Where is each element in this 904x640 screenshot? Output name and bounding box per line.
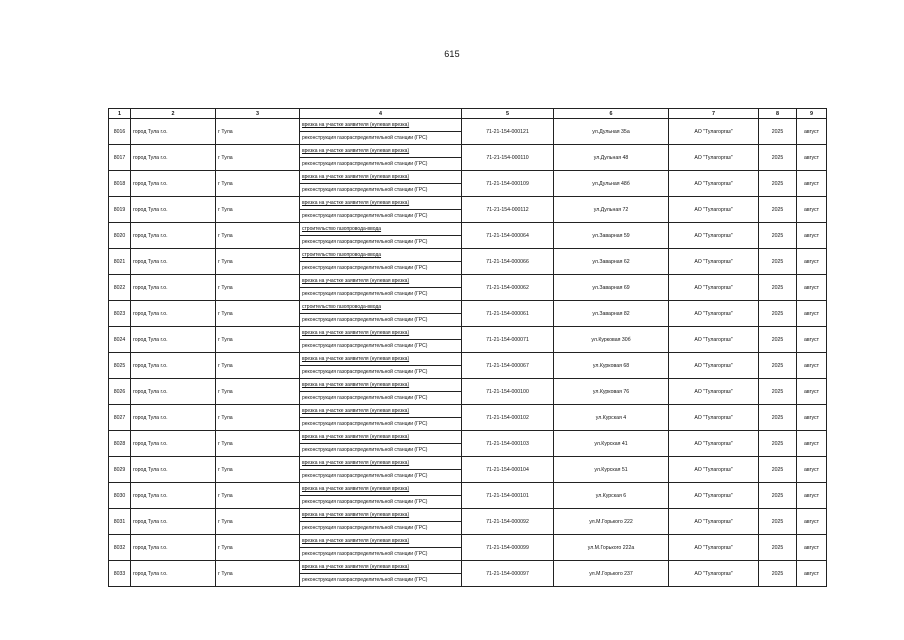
month-cell: август [797,483,827,509]
work-subtype-cell: реконструкция газораспределительной станции (ГРС) [300,210,462,223]
organization-cell: АО "Тулагоргаз" [669,249,759,275]
table-row [109,431,827,444]
year-cell: 2025 [759,431,797,457]
work-type-cell-text: строительство газопровода-ввода [302,226,382,232]
work-type-cell-text: строительство газопровода-ввода [302,304,382,310]
year-cell: 2025 [759,223,797,249]
table-row [109,561,827,574]
address-cell: ул.Курковая 76 [554,379,669,405]
object-code-cell: 71-21-154-000121 [462,119,554,145]
work-type-cell-text: врезка на участке заявителя (нулевая врезка) [302,564,410,570]
work-subtype-cell: реконструкция газораспределительной станции (ГРС) [300,522,462,535]
address-cell: ул.Дульная 35а [554,119,669,145]
address-cell: ул.М.Горького 222 [554,509,669,535]
work-subtype-cell: реконструкция газораспределительной станции (ГРС) [300,574,462,587]
month-cell: август [797,197,827,223]
table-row [109,509,827,522]
address-cell: ул.Курская 6 [554,483,669,509]
municipality-cell: город Тула г.о. [131,561,216,587]
municipality-cell: город Тула г.о. [131,249,216,275]
column-header-8: 8 [759,109,797,119]
row-number: 8021 [109,249,131,275]
organization-cell: АО "Тулагоргаз" [669,431,759,457]
organization-cell: АО "Тулагоргаз" [669,119,759,145]
work-subtype-cell: реконструкция газораспределительной станции (ГРС) [300,288,462,301]
table-body [109,119,827,587]
work-type-cell [300,509,462,522]
work-type-cell-text: врезка на участке заявителя (нулевая врезка) [302,460,410,466]
settlement-cell: г Тула [216,327,300,353]
object-code-cell: 71-21-154-000092 [462,509,554,535]
settlement-cell: г Тула [216,275,300,301]
municipality-cell: город Тула г.о. [131,535,216,561]
address-cell: ул.М.Горького 237 [554,561,669,587]
work-type-cell [300,249,462,262]
month-cell: август [797,145,827,171]
row-number: 8031 [109,509,131,535]
work-type-cell-text: врезка на участке заявителя (нулевая врезка) [302,356,410,362]
column-header-6: 6 [554,109,669,119]
row-number: 8024 [109,327,131,353]
header-row [109,109,827,119]
object-code-cell: 71-21-154-000103 [462,431,554,457]
work-subtype-cell: реконструкция газораспределительной станции (ГРС) [300,184,462,197]
work-type-cell-text: врезка на участке заявителя (нулевая врезка) [302,382,410,388]
work-type-cell [300,535,462,548]
work-type-cell [300,327,462,340]
settlement-cell: г Тула [216,197,300,223]
work-type-cell-text: врезка на участке заявителя (нулевая врезка) [302,434,410,440]
column-header-4: 4 [300,109,462,119]
row-number: 8020 [109,223,131,249]
municipality-cell: город Тула г.о. [131,327,216,353]
month-cell: август [797,379,827,405]
table-row [109,197,827,210]
month-cell: август [797,171,827,197]
month-cell: август [797,405,827,431]
column-header-7: 7 [669,109,759,119]
municipality-cell: город Тула г.о. [131,405,216,431]
work-subtype-cell: реконструкция газораспределительной станции (ГРС) [300,444,462,457]
address-cell: ул.Заварная 59 [554,223,669,249]
row-number: 8022 [109,275,131,301]
work-type-cell [300,171,462,184]
month-cell: август [797,561,827,587]
object-code-cell: 71-21-154-000099 [462,535,554,561]
work-type-cell [300,431,462,444]
address-cell: ул.Заварная 82 [554,301,669,327]
table-row [109,353,827,366]
row-number: 8026 [109,379,131,405]
organization-cell: АО "Тулагоргаз" [669,223,759,249]
year-cell: 2025 [759,353,797,379]
municipality-cell: город Тула г.о. [131,483,216,509]
table-row [109,171,827,184]
month-cell: август [797,327,827,353]
address-cell: ул.Заварная 62 [554,249,669,275]
work-type-cell [300,379,462,392]
settlement-cell: г Тула [216,405,300,431]
column-header-9: 9 [797,109,827,119]
work-type-cell [300,223,462,236]
year-cell: 2025 [759,171,797,197]
column-header-1: 1 [109,109,131,119]
year-cell: 2025 [759,119,797,145]
work-subtype-cell: реконструкция газораспределительной станции (ГРС) [300,236,462,249]
settlement-cell: г Тула [216,119,300,145]
year-cell: 2025 [759,327,797,353]
table-row [109,457,827,470]
work-type-cell-text: врезка на участке заявителя (нулевая врезка) [302,330,410,336]
work-subtype-cell: реконструкция газораспределительной станции (ГРС) [300,262,462,275]
organization-cell: АО "Тулагоргаз" [669,145,759,171]
year-cell: 2025 [759,275,797,301]
organization-cell: АО "Тулагоргаз" [669,483,759,509]
row-number: 8023 [109,301,131,327]
work-type-cell-text: врезка на участке заявителя (нулевая врезка) [302,200,410,206]
work-type-cell [300,301,462,314]
organization-cell: АО "Тулагоргаз" [669,379,759,405]
table-row [109,379,827,392]
settlement-cell: г Тула [216,223,300,249]
year-cell: 2025 [759,197,797,223]
work-subtype-cell: реконструкция газораспределительной станции (ГРС) [300,392,462,405]
organization-cell: АО "Тулагоргаз" [669,405,759,431]
address-cell: ул.Курская 41 [554,431,669,457]
year-cell: 2025 [759,561,797,587]
table-row [109,301,827,314]
work-type-cell-text: врезка на участке заявителя (нулевая врезка) [302,512,410,518]
object-code-cell: 71-21-154-000097 [462,561,554,587]
month-cell: август [797,301,827,327]
table-row [109,275,827,288]
object-code-cell: 71-21-154-000109 [462,171,554,197]
column-header-2: 2 [131,109,216,119]
municipality-cell: город Тула г.о. [131,353,216,379]
row-number: 8025 [109,353,131,379]
work-type-cell-text: врезка на участке заявителя (нулевая врезка) [302,122,410,128]
work-type-cell [300,405,462,418]
address-cell: ул.Дульная 48 [554,145,669,171]
month-cell: август [797,119,827,145]
row-number: 8027 [109,405,131,431]
month-cell: август [797,223,827,249]
settlement-cell: г Тула [216,431,300,457]
organization-cell: АО "Тулагоргаз" [669,353,759,379]
settlement-cell: г Тула [216,249,300,275]
address-cell: ул.Курская 51 [554,457,669,483]
municipality-cell: город Тула г.о. [131,431,216,457]
work-subtype-cell: реконструкция газораспределительной станции (ГРС) [300,314,462,327]
municipality-cell: город Тула г.о. [131,119,216,145]
table-row [109,119,827,132]
settlement-cell: г Тула [216,509,300,535]
work-subtype-cell: реконструкция газораспределительной станции (ГРС) [300,548,462,561]
settlement-cell: г Тула [216,379,300,405]
year-cell: 2025 [759,483,797,509]
table-row [109,405,827,418]
row-number: 8032 [109,535,131,561]
table-row [109,223,827,236]
year-cell: 2025 [759,145,797,171]
settlement-cell: г Тула [216,171,300,197]
year-cell: 2025 [759,457,797,483]
year-cell: 2025 [759,509,797,535]
year-cell: 2025 [759,379,797,405]
municipality-cell: город Тула г.о. [131,275,216,301]
work-type-cell [300,483,462,496]
month-cell: август [797,457,827,483]
organization-cell: АО "Тулагоргаз" [669,535,759,561]
municipality-cell: город Тула г.о. [131,457,216,483]
table-header [109,109,827,119]
municipality-cell: город Тула г.о. [131,145,216,171]
object-code-cell: 71-21-154-000061 [462,301,554,327]
month-cell: август [797,249,827,275]
object-code-cell: 71-21-154-000104 [462,457,554,483]
address-cell: ул.М.Горького 222а [554,535,669,561]
municipality-cell: город Тула г.о. [131,509,216,535]
object-code-cell: 71-21-154-000071 [462,327,554,353]
table-row [109,145,827,158]
settlement-cell: г Тула [216,145,300,171]
object-code-cell: 71-21-154-000062 [462,275,554,301]
year-cell: 2025 [759,249,797,275]
work-subtype-cell: реконструкция газораспределительной станции (ГРС) [300,496,462,509]
work-subtype-cell: реконструкция газораспределительной станции (ГРС) [300,470,462,483]
year-cell: 2025 [759,405,797,431]
work-subtype-cell: реконструкция газораспределительной станции (ГРС) [300,366,462,379]
organization-cell: АО "Тулагоргаз" [669,275,759,301]
month-cell: август [797,431,827,457]
work-subtype-cell: реконструкция газораспределительной станции (ГРС) [300,158,462,171]
row-number: 8018 [109,171,131,197]
organization-cell: АО "Тулагоргаз" [669,327,759,353]
organization-cell: АО "Тулагоргаз" [669,509,759,535]
address-cell: ул.Дульная 72 [554,197,669,223]
year-cell: 2025 [759,535,797,561]
table-row [109,535,827,548]
table-row [109,327,827,340]
object-code-cell: 71-21-154-000100 [462,379,554,405]
work-type-cell-text: строительство газопровода-ввода [302,252,382,258]
address-cell: ул.Заварная 69 [554,275,669,301]
settlement-cell: г Тула [216,561,300,587]
address-cell: ул.Курковая 30б [554,327,669,353]
object-code-cell: 71-21-154-000110 [462,145,554,171]
year-cell: 2025 [759,301,797,327]
table-row [109,249,827,262]
row-number: 8033 [109,561,131,587]
municipality-cell: город Тула г.о. [131,197,216,223]
object-code-cell: 71-21-154-000112 [462,197,554,223]
row-number: 8016 [109,119,131,145]
settlement-cell: г Тула [216,535,300,561]
organization-cell: АО "Тулагоргаз" [669,197,759,223]
work-type-cell [300,353,462,366]
month-cell: август [797,275,827,301]
work-subtype-cell: реконструкция газораспределительной станции (ГРС) [300,418,462,431]
work-type-cell [300,197,462,210]
work-type-cell [300,561,462,574]
settlement-cell: г Тула [216,353,300,379]
municipality-cell: город Тула г.о. [131,223,216,249]
work-type-cell-text: врезка на участке заявителя (нулевая врезка) [302,408,410,414]
municipality-cell: город Тула г.о. [131,171,216,197]
object-code-cell: 71-21-154-000066 [462,249,554,275]
month-cell: август [797,535,827,561]
registry-table [108,108,827,587]
object-code-cell: 71-21-154-000102 [462,405,554,431]
work-type-cell [300,275,462,288]
address-cell: ул.Дульная 48б [554,171,669,197]
work-type-cell-text: врезка на участке заявителя (нулевая врезка) [302,278,410,284]
work-type-cell-text: врезка на участке заявителя (нулевая врезка) [302,538,410,544]
row-number: 8019 [109,197,131,223]
organization-cell: АО "Тулагоргаз" [669,561,759,587]
settlement-cell: г Тула [216,301,300,327]
organization-cell: АО "Тулагоргаз" [669,301,759,327]
work-type-cell-text: врезка на участке заявителя (нулевая врезка) [302,174,410,180]
work-subtype-cell: реконструкция газораспределительной станции (ГРС) [300,340,462,353]
organization-cell: АО "Тулагоргаз" [669,171,759,197]
row-number: 8030 [109,483,131,509]
work-type-cell [300,145,462,158]
municipality-cell: город Тула г.о. [131,301,216,327]
column-header-3: 3 [216,109,300,119]
object-code-cell: 71-21-154-000067 [462,353,554,379]
object-code-cell: 71-21-154-000101 [462,483,554,509]
row-number: 8028 [109,431,131,457]
address-cell: ул.Курская 4 [554,405,669,431]
municipality-cell: город Тула г.о. [131,379,216,405]
object-code-cell: 71-21-154-000064 [462,223,554,249]
work-type-cell-text: врезка на участке заявителя (нулевая врезка) [302,148,410,154]
month-cell: август [797,509,827,535]
work-type-cell-text: врезка на участке заявителя (нулевая врезка) [302,486,410,492]
table-row [109,483,827,496]
work-type-cell [300,119,462,132]
settlement-cell: г Тула [216,457,300,483]
organization-cell: АО "Тулагоргаз" [669,457,759,483]
work-type-cell [300,457,462,470]
page-number: 615 [444,49,460,59]
month-cell: август [797,353,827,379]
row-number: 8029 [109,457,131,483]
address-cell: ул.Курковая 68 [554,353,669,379]
work-subtype-cell: реконструкция газораспределительной станции (ГРС) [300,132,462,145]
column-header-5: 5 [462,109,554,119]
row-number: 8017 [109,145,131,171]
settlement-cell: г Тула [216,483,300,509]
